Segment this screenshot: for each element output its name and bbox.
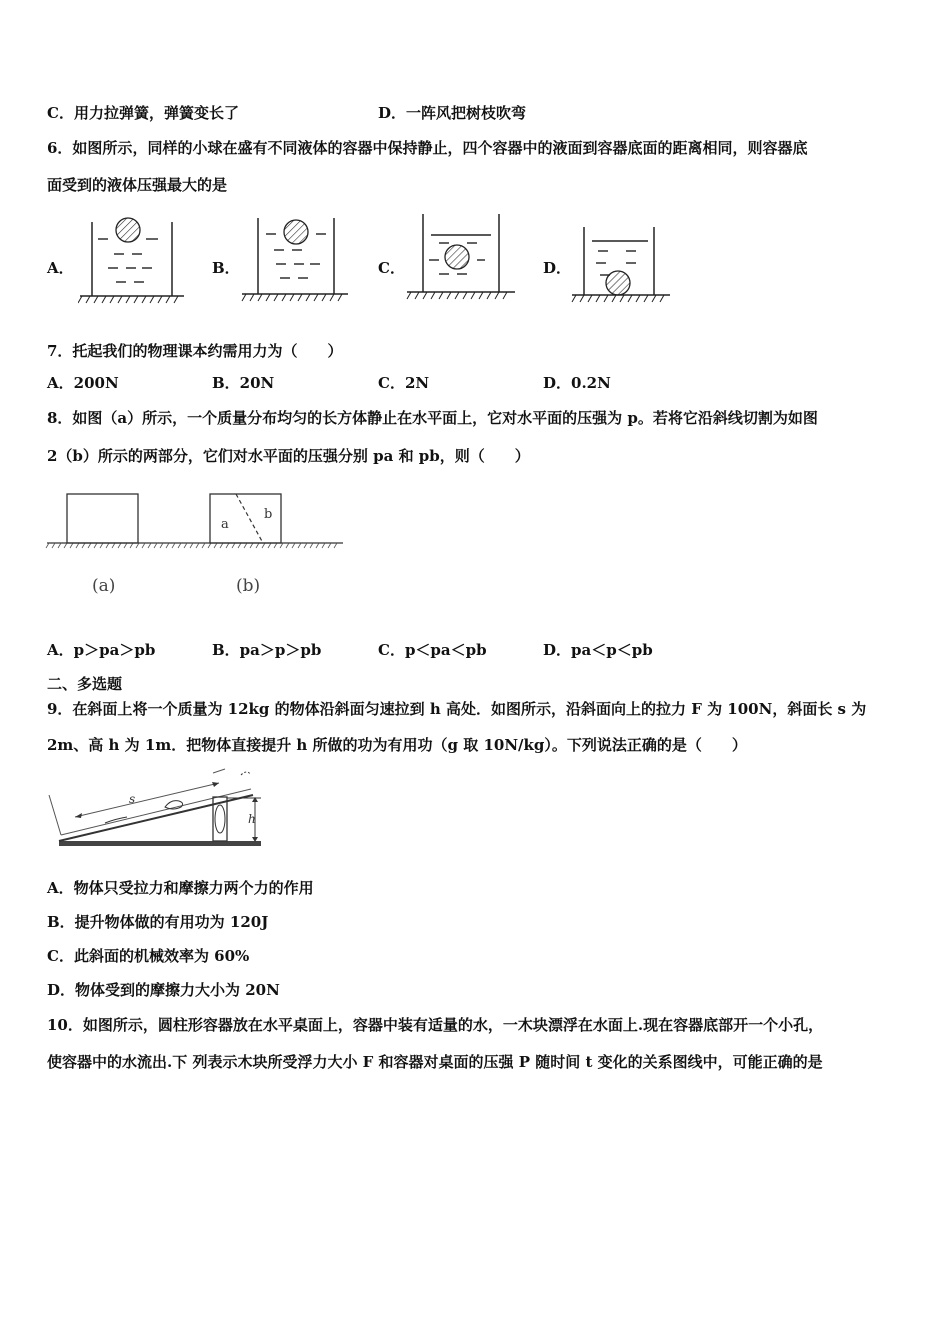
q8-option-c: C．p＜pa＜pb — [378, 641, 487, 659]
q8-option-d: D．pa＜p＜pb — [543, 641, 653, 659]
q6-container-a-figure — [78, 210, 186, 305]
q6-stem-line-2: 面受到的液体压强最大的是 — [47, 176, 228, 194]
q9-incline-figure — [45, 765, 270, 853]
q5-option-c: C．用力拉弹簧，弹簧变长了 — [47, 104, 239, 122]
q9-option-d: D．物体受到的摩擦力大小为 20N — [47, 981, 280, 999]
q9-option-a: A．物体只受拉力和摩擦力两个力的作用 — [47, 879, 314, 897]
q10-stem-line-1: 10．如图所示，圆柱形容器放在水平桌面上，容器中装有适量的水，一木块漂浮在水面上.现在容器底部开一个小孔， — [47, 1016, 824, 1034]
q8-label-b: b — [264, 507, 273, 522]
q8-label-a: a — [221, 517, 229, 532]
q5-option-d: D．一阵风把树枝吹弯 — [378, 104, 527, 122]
q9-label-h: h — [248, 812, 256, 826]
q9-option-c: C．此斜面的机械效率为 60% — [47, 947, 250, 965]
q8-option-b: B．pa＞p＞pb — [212, 641, 322, 659]
q8-stem-line-2: 2（b）所示的两部分，它们对水平面的压强分别 pa 和 pb，则（ ） — [47, 447, 530, 465]
q7-stem: 7．托起我们的物理课本约需用力为（ ） — [47, 342, 343, 360]
q7-option-c: C．2N — [378, 374, 430, 392]
q6-option-b-label: B． — [212, 259, 240, 277]
q8-option-a: A．p＞pa＞pb — [47, 641, 156, 659]
q9-option-b: B．提升物体做的有用功为 120J — [47, 913, 269, 931]
q6-container-b-figure — [240, 210, 350, 305]
q6-option-d-label: D． — [543, 259, 572, 277]
q9-label-s: s — [129, 792, 136, 806]
section-title-multiple-choice: 二、多选题 — [47, 675, 123, 693]
q7-option-a: A．200N — [47, 374, 119, 392]
q9-stem-line-1: 9．在斜面上将一个质量为 12kg 的物体沿斜面匀速拉到 h 高处．如图所示，沿斜面向上的拉力 F 为 100N，斜面长 s 为 — [47, 700, 867, 718]
q6-option-a-label: A． — [47, 259, 74, 277]
q7-option-b: B．20N — [212, 374, 275, 392]
q10-stem-line-2: 使容器中的水流出.下 列表示木块所受浮力大小 F 和容器对桌面的压强 P 随时间 t 变化的关系图线中，可能正确的是 — [47, 1053, 823, 1071]
q6-option-c-label: C． — [378, 259, 405, 277]
q8-stem-line-1: 8．如图（a）所示，一个质量分布均匀的长方体静止在水平面上，它对水平面的压强为 p。若将它沿斜线切割为如图 — [47, 409, 818, 427]
q9-stem-line-2: 2m、高 h 为 1m．把物体直接提升 h 所做的功为有用功（g 取 10N/kg）。下列说法正确的是（ ） — [47, 736, 747, 754]
q6-stem-line-1: 6．如图所示，同样的小球在盛有不同液体的容器中保持静止，四个容器中的液面到容器底面的距离相同，则容器底 — [47, 139, 808, 157]
q7-option-d: D．0.2N — [543, 374, 611, 392]
q8-cuboid-figure — [45, 488, 345, 558]
q6-container-c-figure — [405, 210, 517, 305]
q6-container-d-figure — [570, 215, 680, 310]
q8-caption-a: (a) — [92, 576, 116, 596]
q8-caption-b: (b) — [236, 576, 261, 596]
